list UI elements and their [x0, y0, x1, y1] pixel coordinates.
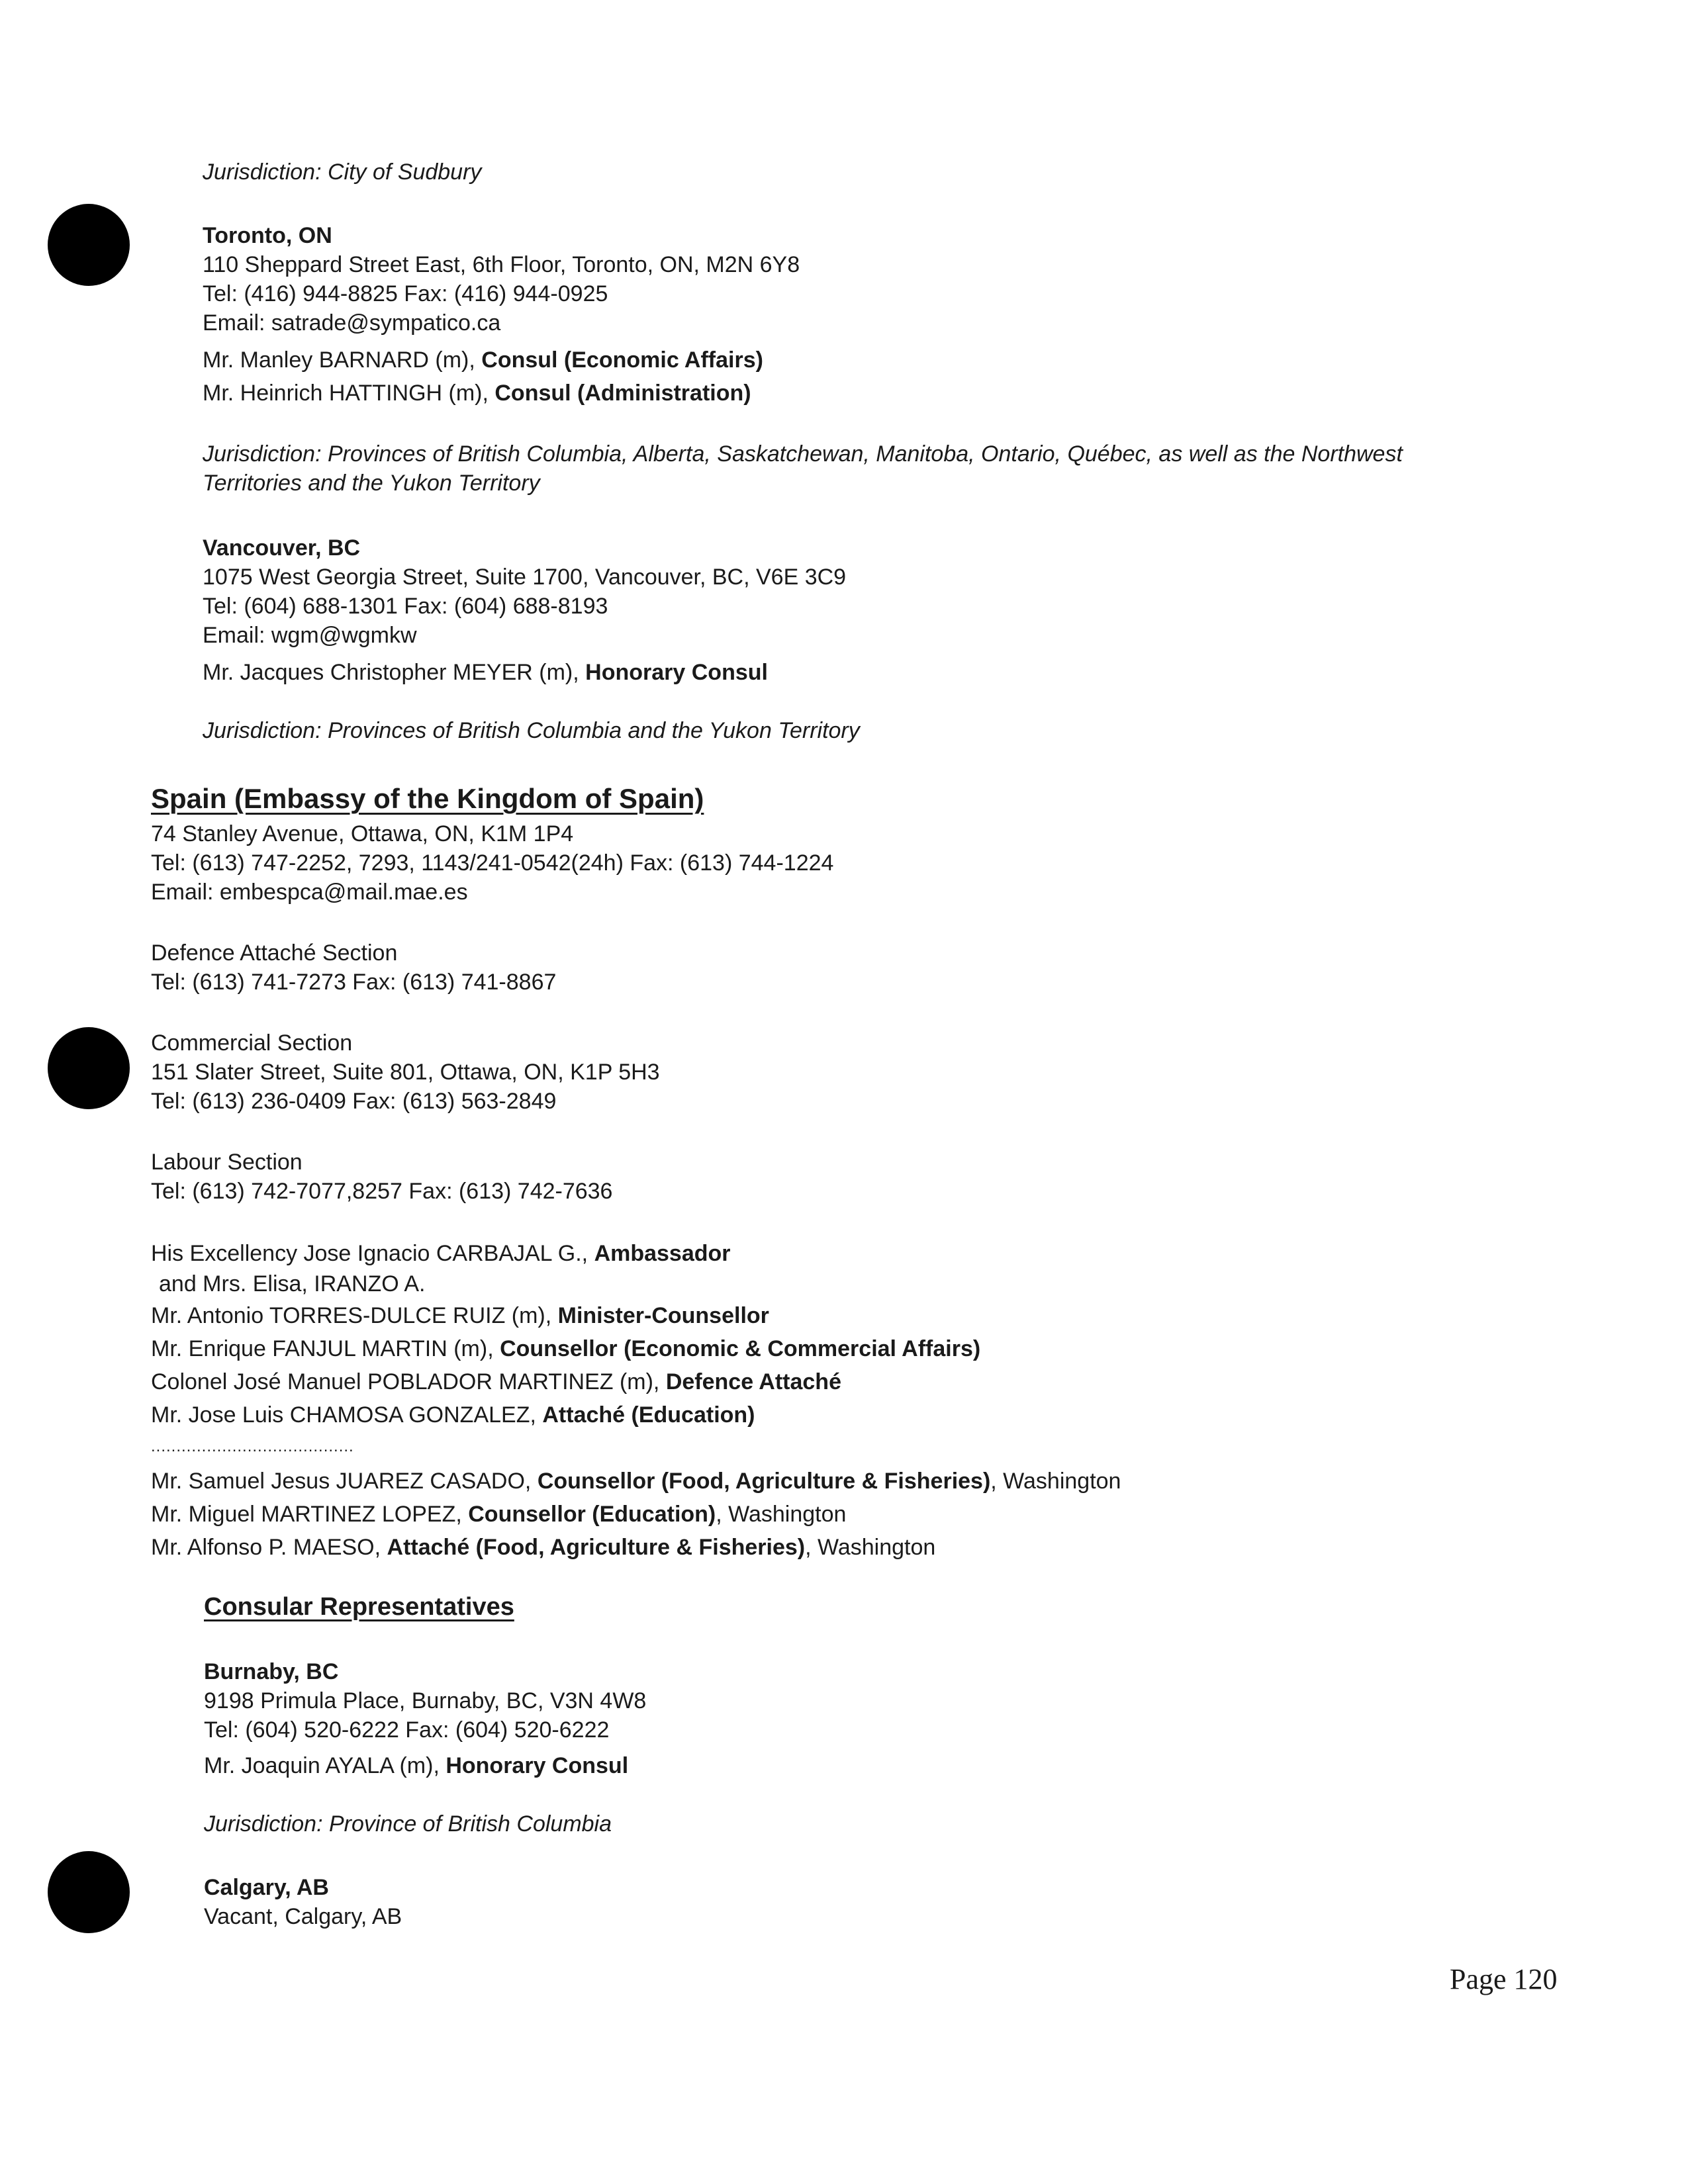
person-name: Mr. Antonio TORRES-DULCE RUIZ (m), [151, 1303, 558, 1328]
person-suffix: , Washington [716, 1502, 847, 1527]
person-title: Honorary Consul [445, 1753, 629, 1778]
person-name: Mr. Manley BARNARD (m), [203, 347, 482, 373]
ambassador-line [151, 1239, 731, 1268]
person-title: Defence Attaché [665, 1369, 841, 1394]
staff-row [151, 1400, 755, 1430]
toronto-person-2 [203, 379, 751, 408]
embassy-tel: Tel: (613) 747-2252, 7293, 1143/241-0542(24h) Fax: (613) 744-1224 [151, 850, 834, 876]
person-name: His Excellency Jose Ignacio CARBAJAL G., [151, 1241, 594, 1266]
burnaby-jurisdiction: Jurisdiction: Province of British Columbia [204, 1811, 612, 1837]
commercial-section-address: 151 Slater Street, Suite 801, Ottawa, ON, K1P 5H3 [151, 1060, 660, 1085]
person-name: Mr. Joaquin AYALA (m), [204, 1753, 446, 1778]
person-suffix: , Washington [805, 1535, 936, 1560]
person-title: Honorary Consul [585, 660, 768, 685]
person-name: Colonel José Manuel POBLADOR MARTINEZ (m), [151, 1369, 666, 1394]
staff-row [151, 1334, 980, 1363]
person-title: Ambassador [594, 1241, 731, 1266]
person-title: Counsellor (Food, Agriculture & Fisheries) [537, 1469, 991, 1494]
vancouver-address: 1075 West Georgia Street, Suite 1700, Vancouver, BC, V6E 3C9 [203, 565, 847, 590]
labour-section-label: Labour Section [151, 1150, 303, 1175]
defence-section-tel: Tel: (613) 741-7273 Fax: (613) 741-8867 [151, 970, 557, 995]
toronto-address: 110 Sheppard Street East, 6th Floor, Toronto, ON, M2N 6Y8 [203, 252, 800, 277]
burnaby-person [204, 1751, 628, 1780]
calgary-city-heading: Calgary, AB [204, 1875, 329, 1900]
spain-embassy-heading: Spain (Embassy of the Kingdom of Spain) [151, 783, 704, 814]
labour-section-tel: Tel: (613) 742-7077,8257 Fax: (613) 742-7636 [151, 1179, 613, 1204]
ambassador-spouse: and Mrs. Elisa, IRANZO A. [159, 1271, 426, 1297]
person-title: Consul (Administration) [494, 381, 751, 406]
person-suffix: , Washington [990, 1469, 1121, 1494]
burnaby-city-heading: Burnaby, BC [204, 1659, 339, 1684]
washington-staff-row [151, 1500, 846, 1529]
commercial-section-label: Commercial Section [151, 1030, 353, 1056]
vancouver-city-heading: Vancouver, BC [203, 535, 361, 561]
person-title: Attaché (Education) [542, 1402, 755, 1428]
toronto-city-heading: Toronto, ON [203, 223, 332, 248]
page-number: Page 120 [1450, 1963, 1558, 1995]
vancouver-jurisdiction: Jurisdiction: Provinces of British Columbia and the Yukon Territory [203, 718, 860, 743]
person-name: Mr. Jacques Christopher MEYER (m), [203, 660, 586, 685]
washington-staff-row [151, 1533, 935, 1562]
person-title: Minister-Counsellor [557, 1303, 769, 1328]
burnaby-tel: Tel: (604) 520-6222 Fax: (604) 520-6222 [204, 1717, 610, 1743]
person-name: Mr. Alfonso P. MAESO, [151, 1535, 387, 1560]
washington-staff-row [151, 1467, 1121, 1496]
jurisdiction-sudbury: Jurisdiction: City of Sudbury [203, 159, 482, 185]
person-name: Mr. Heinrich HATTINGH (m), [203, 381, 495, 406]
person-title: Attaché (Food, Agriculture & Fisheries) [387, 1535, 806, 1560]
person-name: Mr. Enrique FANJUL MARTIN (m), [151, 1336, 500, 1361]
person-name: Mr. Miguel MARTINEZ LOPEZ, [151, 1502, 469, 1527]
staff-row [151, 1367, 841, 1396]
person-name: Mr. Samuel Jesus JUAREZ CASADO, [151, 1469, 538, 1494]
vancouver-tel: Tel: (604) 688-1301 Fax: (604) 688-8193 [203, 594, 608, 619]
calgary-address: Vacant, Calgary, AB [204, 1904, 402, 1929]
person-title: Counsellor (Education) [468, 1502, 716, 1527]
person-title: Counsellor (Economic & Commercial Affairs) [500, 1336, 981, 1361]
embassy-email: Email: embespca@mail.mae.es [151, 880, 468, 905]
person-title: Consul (Economic Affairs) [481, 347, 763, 373]
commercial-section-tel: Tel: (613) 236-0409 Fax: (613) 563-2849 [151, 1089, 557, 1114]
toronto-tel: Tel: (416) 944-8825 Fax: (416) 944-0925 [203, 281, 608, 306]
burnaby-address: 9198 Primula Place, Burnaby, BC, V3N 4W8 [204, 1688, 647, 1713]
binder-hole-bottom [48, 1851, 130, 1933]
consular-heading: Consular Representatives [204, 1593, 514, 1621]
staff-row [151, 1301, 769, 1330]
binder-hole-middle [48, 1027, 130, 1109]
vancouver-email: Email: wgm@wgmkw [203, 623, 417, 648]
dotted-separator: ........................................ [151, 1437, 354, 1455]
embassy-address: 74 Stanley Avenue, Ottawa, ON, K1M 1P4 [151, 821, 574, 846]
binder-hole-top [48, 204, 130, 286]
defence-section-label: Defence Attaché Section [151, 940, 398, 966]
toronto-jurisdiction-line-2: Territories and the Yukon Territory [203, 471, 540, 496]
toronto-email: Email: satrade@sympatico.ca [203, 310, 501, 336]
toronto-person-1 [203, 345, 763, 375]
toronto-jurisdiction-line-1: Jurisdiction: Provinces of British Columbia, Alberta, Saskatchewan, Manitoba, Ontario, Québec, as well as the Northwest [203, 441, 1403, 467]
person-name: Mr. Jose Luis CHAMOSA GONZALEZ, [151, 1402, 543, 1428]
vancouver-person [203, 658, 768, 687]
